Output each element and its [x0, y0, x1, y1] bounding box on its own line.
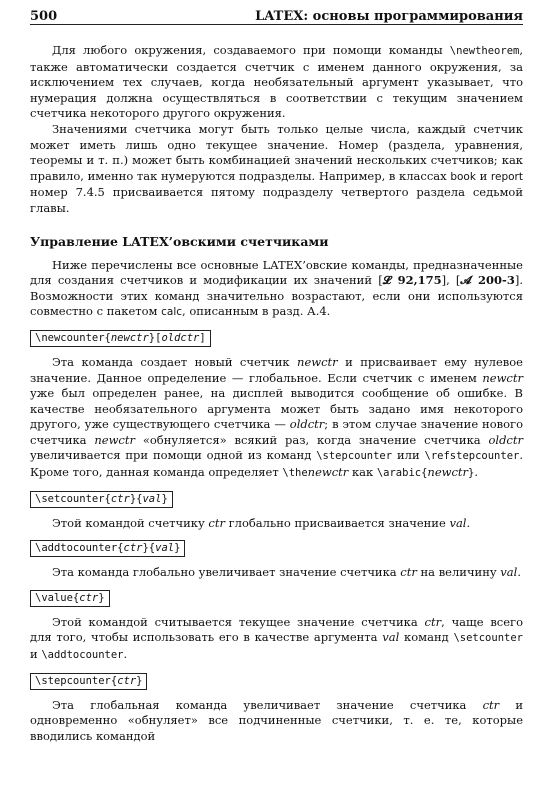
page-number: 500	[30, 9, 58, 24]
paragraph-stepcounter: Эта глобальная команда увеличивает значение счетчика ctr и одновременно «обнуляет» все подчиненные счетчики, т. е. те, которые вводились командой	[30, 697, 523, 743]
paragraph-newcounter: Эта команда создает новый счетчик newctr и присваивает ему нулевое значение. Данное определение — глобальное. Если счетчик с именем newctr уже был определен ранее, на дисплей выводится сообщение об ошибке. В качестве необязательного аргумента может быть задано имя некоторого другого, уже существующего счетчика — oldctr; в этом случае значение нового счетчика newctr «обнуляется» всякий раз, когда значение счетчика oldctr увеличивается при помощи одной из команд \stepcounter или \refstepcounter. Кроме того, данная команда определяет \thenewctr как \arabic{newctr}.	[30, 354, 523, 480]
class-book: book	[450, 170, 476, 183]
command-box-addtocounter: \addtocounter{ctr}{val}	[30, 540, 185, 557]
class-report: report	[490, 170, 523, 183]
paragraph-value: Этой командой считывается текущее значение счетчика ctr, чаще всего для того, чтобы использовать его в качестве аргумента val команд \setcounter и \addtocounter.	[30, 614, 524, 662]
command-box-setcounter: \setcounter{ctr}{val}	[30, 491, 173, 508]
command-box-stepcounter: \stepcounter{ctr}	[30, 673, 147, 690]
paragraph-newtheorem: Для любого окружения, создаваемого при помощи команды \newtheorem, также автоматически создается счетчик с именем данного окружения, за исключением тех случаев, когда необязательный аргумент указывает, что нумерация должна осуществляться в соответствии с текущим значением счетчика некоторого другого окружения.	[30, 43, 523, 121]
command-newtheorem: \newtheorem	[449, 45, 520, 57]
reference-l: 𝓛 92,175	[382, 273, 442, 288]
paragraph-setcounter: Этой командой счетчику ctr глобально присваивается значение val.	[52, 515, 471, 530]
book-page	[0, 2, 547, 792]
section-heading: Управление LATEX’овскими счетчиками	[30, 233, 329, 249]
package-calc: calc	[161, 306, 183, 319]
running-title: LATEX: основы программирования	[255, 9, 523, 24]
command-box-value: \value{ctr}	[30, 590, 110, 607]
running-header	[30, 2, 523, 25]
reference-a: 𝓐 200-3	[460, 273, 515, 288]
paragraph-counter-values: Значениями счетчика могут быть только целые числа, каждый счетчик может иметь лишь одно текущее значение. Номер (раздела, уравнения, теоремы и т. п.) может быть комбинацией значений нескольких счетчиков; как правило, именно так нумеруются подразделы. Например, в классах book и report номер 7.4.5 присваивается пятому подразделу четвертого раздела седьмой главы.	[30, 121, 523, 215]
paragraph-addtocounter: Эта команда глобально увеличивает значение счетчика ctr на величину val.	[52, 565, 521, 580]
paragraph-intro-commands: Ниже перечислены все основные LATEX’овские команды, предназначенные для создания счетчиков и модификации их значений [𝓛 92,175], [𝓐 200-3]. Возможности этих команд значительно возрастают, если они используются совместно с пакетом calc, описанным в разд. А.4.	[30, 257, 523, 319]
command-box-newcounter: \newcounter{newctr}[oldctr]	[30, 330, 211, 347]
